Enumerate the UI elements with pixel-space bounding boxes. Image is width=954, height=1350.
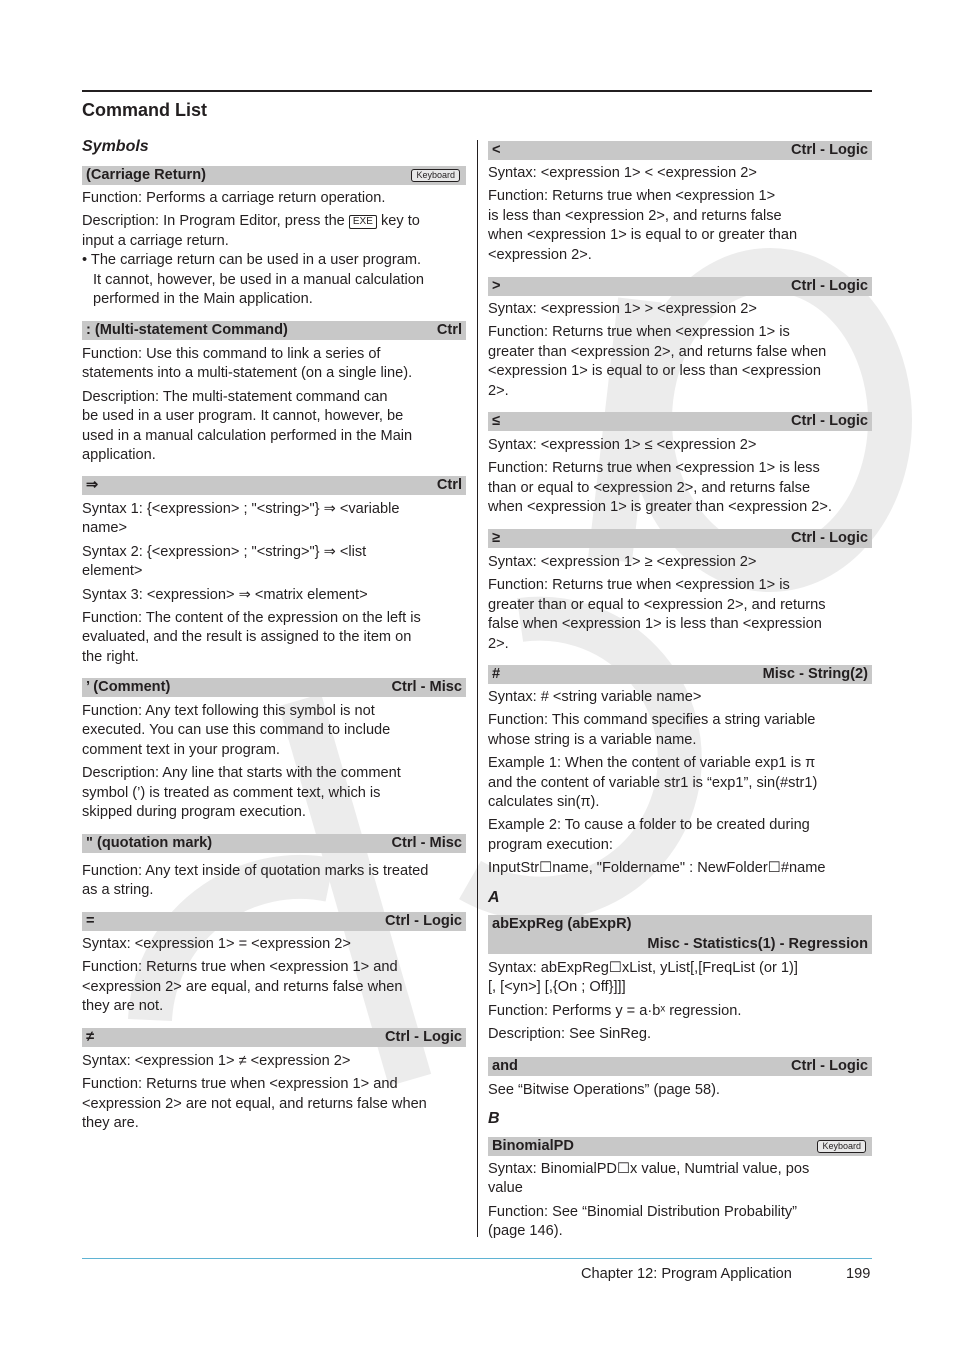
header-less-than [488, 141, 872, 160]
text-line: Function: Returns true when <expression 1> is [488, 577, 790, 594]
text-line: they are not. [82, 998, 164, 1015]
text-line: used in a manual calculation performed in the Main [82, 427, 413, 444]
header-and [488, 1057, 872, 1076]
section-b: B [488, 1110, 500, 1127]
header-abexpreg [488, 915, 872, 954]
binomialpd-body [488, 1160, 878, 1242]
hash-body [488, 688, 878, 879]
header-hash [488, 665, 872, 684]
text-line: Description: Any line that starts with the comment [82, 765, 401, 782]
text-line: the right. [82, 648, 139, 665]
text-line: and the content of variable str1 is “exp1”, sin(#str1) [488, 774, 818, 791]
text-line: Function: The content of the expression on the left is [82, 610, 421, 627]
text-line: 2>. [488, 382, 509, 399]
text-line: 2>. [488, 635, 509, 652]
text-line: Ctrl - Logic [790, 1058, 868, 1074]
comment-body [82, 702, 472, 822]
text-line: Syntax: BinomialPD☐x value, Numtrial value, pos [488, 1161, 810, 1177]
text-line: Example 2: To cause a folder to be created during [488, 817, 810, 834]
text-line: : (Multi-statement Command) [86, 322, 288, 338]
text-line: is less than <expression 2>, and returns false [488, 207, 782, 224]
text-line: Syntax 3: <expression> ⇒ <matrix element> [82, 586, 368, 603]
header-multi-statement [82, 321, 466, 340]
text-line: greater than or equal to <expression 2>, and returns [488, 596, 826, 613]
text-line: <expression 2> are not equal, and returns false when [82, 1095, 427, 1112]
text-line: # [492, 666, 501, 682]
text-line: performed in the Main application. [93, 291, 313, 308]
and-body [488, 1081, 878, 1100]
text-line: value [488, 1180, 523, 1197]
header-equal [82, 912, 466, 931]
not-equal-body [82, 1052, 472, 1134]
section-a: A [488, 889, 500, 906]
text-line: Function: See “Binomial Distribution Probability” [488, 1203, 798, 1220]
text-line: Syntax: <expression 1> > <expression 2> [488, 301, 757, 317]
text-line: Syntax: <expression 1> = <expression 2> [82, 936, 351, 952]
text-line: Function: Any text inside of quotation marks is treated [82, 863, 429, 879]
header-quotation [82, 834, 466, 853]
text-line: Function: Performs y = a·bˣ regression. [488, 1002, 742, 1019]
text-line: Misc - String(2) [762, 666, 868, 682]
text-line: < [492, 142, 501, 158]
text-line: and [492, 1058, 518, 1074]
text-line: Ctrl [436, 322, 462, 338]
text-line: as a string. [82, 882, 154, 899]
text-line: when <expression 1> is equal to or greater than [488, 227, 798, 244]
text-line: It cannot, however, be used in a manual calculation [93, 271, 425, 288]
header-comment [82, 678, 466, 697]
text-line: Ctrl [436, 477, 462, 493]
text-line: See “Bitwise Operations” (page 58). [488, 1082, 720, 1098]
text-line: Function: This command specifies a string variable [488, 712, 816, 729]
text-line: when <expression 1> is greater than <expression 2>. [488, 499, 832, 516]
text-line: key to [380, 213, 420, 230]
text-line: executed. You can use this command to include [82, 722, 391, 739]
text-line: Function: Returns true when <expression 1> and [82, 1076, 398, 1093]
text-line: Function: Returns true when <expression 1> is [488, 324, 790, 341]
text-line: = [86, 913, 95, 929]
text-line: Syntax: <expression 1> ≠ <expression 2> [82, 1053, 351, 1069]
text-line: ≠ [86, 1029, 95, 1045]
text-line: ≤ [492, 413, 501, 429]
text-line: Ctrl - Misc [391, 679, 462, 695]
keyboard-badge: Keyboard [817, 1140, 866, 1153]
text-line: input a carriage return. [82, 232, 229, 249]
text-line: symbol (’) is treated as comment text, which is [82, 784, 381, 801]
text-line: " (quotation mark) [86, 835, 213, 851]
text-line: skipped during program execution. [82, 804, 306, 821]
text-line: InputStr☐name, "Foldername" : NewFolder☐#name [488, 860, 826, 877]
cr-body [82, 189, 472, 309]
less-than-body [488, 164, 878, 265]
text-line: [, [<yn>] [,{On ; Off}]]] [488, 979, 626, 996]
text-line: Ctrl - Misc [391, 835, 462, 851]
text-line: Description: In Program Editor, press the [82, 213, 345, 230]
greater-than-body [488, 300, 878, 401]
page-number: 199 [846, 1266, 871, 1282]
text-line: application. [82, 447, 156, 464]
text-line: Ctrl - Logic [384, 1029, 462, 1045]
text-line: program execution: [488, 836, 613, 853]
text-line: Ctrl - Logic [790, 278, 868, 294]
keyboard-badge: Keyboard [411, 169, 460, 182]
colon-body [82, 345, 472, 465]
header-binomialpd [488, 1137, 872, 1156]
text-line: evaluated, and the result is assigned to the item on [82, 629, 412, 646]
footer-rule [82, 1258, 872, 1259]
text-line: element> [82, 563, 143, 580]
header-greater-than [488, 277, 872, 296]
top-rule [82, 90, 872, 92]
section-symbols: Symbols [82, 138, 149, 155]
abexpreg-body [488, 959, 878, 1045]
greater-equal-body [488, 553, 878, 654]
command-name: (Carriage Return) [86, 167, 207, 183]
header-not-equal [82, 1028, 466, 1047]
header-greater-equal [488, 529, 872, 548]
text-line: Function: Returns true when <expression 1> and [82, 959, 398, 976]
text-line: <expression 2>. [488, 246, 592, 263]
exe-key-icon: EXE [349, 215, 377, 229]
text-line: Function: Returns true when <expression 1> is less [488, 460, 820, 477]
text-line: calculates sin(π). [488, 794, 600, 811]
text-line: Example 1: When the content of variable exp1 is π [488, 755, 816, 772]
text-line: they are. [82, 1115, 139, 1132]
text-line: greater than <expression 2>, and returns false when [488, 343, 827, 360]
text-line: Misc - Statistics(1) - Regression [647, 936, 868, 952]
text-line: Syntax 1: {<expression> ; "<string>"} ⇒ <variable [82, 501, 400, 517]
text-line: ≥ [492, 530, 501, 546]
equal-body [82, 935, 472, 1017]
less-equal-body [488, 436, 878, 518]
text-line: <expression 2> are equal, and returns false when [82, 978, 403, 995]
text-line: Function: Returns true when <expression 1> [488, 188, 776, 205]
text-line: > [492, 278, 501, 294]
text-line: abExpReg (abExpR) [492, 916, 632, 932]
text-line: Ctrl - Logic [384, 913, 462, 929]
text-line: • The carriage return can be used in a user program. [82, 252, 422, 269]
header-assign-arrow [82, 476, 466, 495]
header-less-equal [488, 412, 872, 431]
page-title: Command List [82, 100, 208, 120]
quote-body [82, 862, 472, 901]
text-line: false when <expression 1> is less than <expression [488, 616, 822, 633]
header-carriage-return [82, 166, 466, 185]
text-line: Function: Performs a carriage return operation. [82, 190, 386, 206]
footer-chapter: Chapter 12: Program Application [581, 1266, 792, 1282]
text-line: ’ (Comment) [86, 679, 171, 695]
arrow-body [82, 500, 472, 667]
text-line: Ctrl - Logic [790, 142, 868, 158]
text-line: name> [82, 520, 128, 537]
text-line: be used in a user program. It cannot, however, be [82, 408, 404, 425]
text-line: Ctrl - Logic [790, 413, 868, 429]
text-line: Ctrl - Logic [790, 530, 868, 546]
text-line: (page 146). [488, 1223, 563, 1240]
text-line: Function: Use this command to link a series of [82, 346, 381, 362]
text-line: than or equal to <expression 2>, and returns false [488, 479, 811, 496]
text-line: Syntax: <expression 1> ≥ <expression 2> [488, 554, 757, 570]
text-line: Syntax: abExpReg☐xList, yList[,[FreqList (or 1)] [488, 960, 798, 976]
text-line: ⇒ [86, 477, 99, 493]
text-line: Description: The multi-statement command can [82, 388, 388, 405]
text-line: Syntax: <expression 1> < <expression 2> [488, 165, 757, 181]
text-line: Function: Any text following this symbol is not [82, 703, 375, 719]
text-line: Description: See SinReg. [488, 1026, 652, 1043]
text-line: statements into a multi-statement (on a single line). [82, 365, 413, 382]
text-line: Syntax: <expression 1> ≤ <expression 2> [488, 437, 757, 453]
text-line: Syntax: # <string variable name> [488, 689, 702, 705]
text-line: BinomialPD [492, 1138, 574, 1154]
text-line: whose string is a variable name. [488, 731, 697, 748]
text-line: <expression 1> is equal to or less than <expression [488, 363, 822, 380]
text-line: Syntax 2: {<expression> ; "<string>"} ⇒ <list [82, 543, 367, 560]
column-divider [477, 140, 478, 1237]
text-line: comment text in your program. [82, 741, 280, 758]
